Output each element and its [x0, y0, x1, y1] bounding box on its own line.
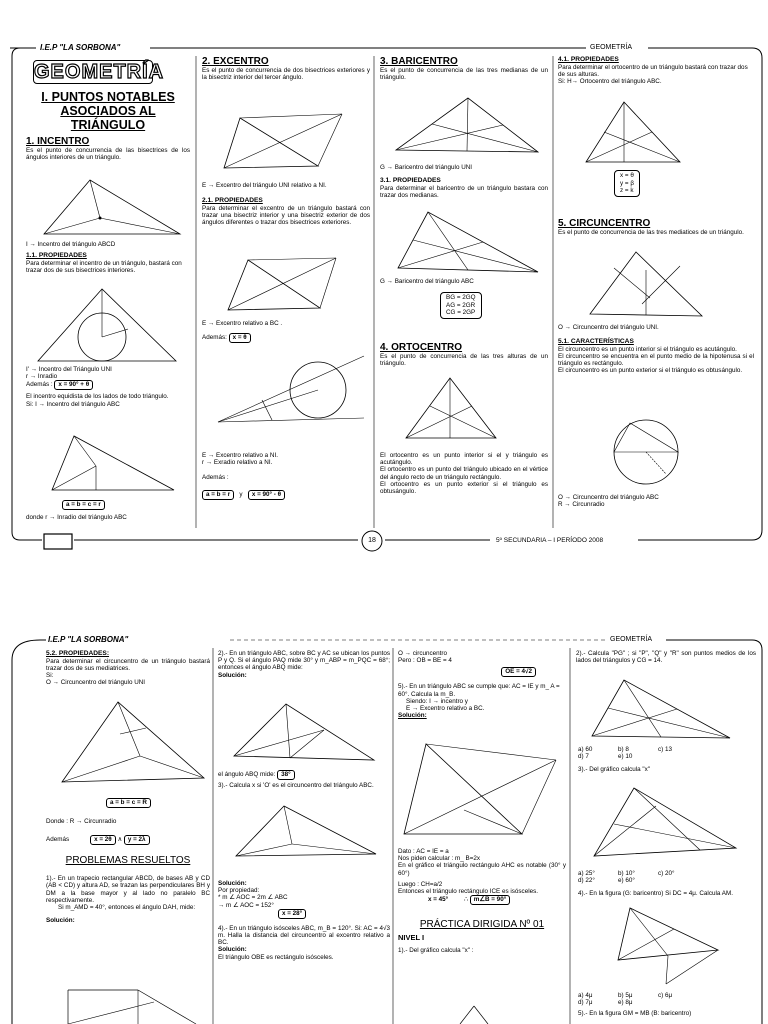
ortocentro-text-2: El ortocentro es un punto del triángulo ubicado en el vértice del ángulo recto de un triángulo rectángulo. — [380, 466, 548, 481]
inradius-figure — [34, 432, 184, 492]
inradio-caption: r → Inradio — [26, 373, 58, 381]
problem-5-figure — [400, 740, 560, 836]
question-2-figure — [584, 676, 734, 742]
q3-option-b[interactable]: b) 10° — [618, 870, 635, 877]
ortocentro-abc-figure — [580, 98, 730, 164]
exradio-ni-caption: r → Exradio relativo a NI. — [202, 459, 273, 467]
data-1: Dato : AC = IE = a — [398, 848, 449, 855]
data-5: Entonces el triángulo rectángulo ICE es isósceles. — [398, 888, 539, 896]
question-2: 2).- Calcula "PG" ; si "P", "Q" y "R" son puntos medios de los lados del triángulos y CG = 14. — [576, 650, 756, 665]
q4-option-a[interactable]: a) 4μ — [578, 992, 593, 999]
baricentro-figure — [390, 94, 540, 156]
problem-1b: Si m_AMD = 40°, entonces el ángulo DAH, mide: — [58, 904, 196, 912]
prop-text-3-1: Para determinar el baricentro de un triángulo bastara con trazar dos medianas. — [380, 184, 548, 199]
incentro-title: 1. INCENTRO — [26, 136, 90, 147]
data-4: Luego : CH=a/2 — [398, 880, 443, 888]
circuncentro-figure — [584, 248, 734, 318]
q3-option-a[interactable]: a) 25° — [578, 870, 595, 877]
prop-text-2-1: Para determinar el excentro de un triángulo bastará con trazar una bisectriz interior y una bisectriz exterior de dos ángulos diferentes o trazar dos bisectrices exteriores. — [202, 204, 370, 227]
q4-option-d[interactable]: d) 7μ — [578, 999, 593, 1007]
question-3-figure — [590, 784, 740, 864]
geometria-title-box — [33, 60, 165, 84]
answer-2-label: el ángulo ABQ mide: — [218, 771, 276, 778]
practica-title: PRÁCTICA DIRIGIDA Nº 01 — [419, 919, 545, 931]
page-2: I.E.P "LA SORBONA" GEOMETRÍA 5.2. PROPIEDADES: Para determinar el circuncentro de un triángulo bastará trazar dos de sus mediatrices. Si: O → Circuncentro del triángulo UNI a = b = c = R Donde : R → Circunradio Además x = 2θ ∧ y = 2λ PROBLEMAS RESUELTOS 1).- En un trapecio rectangular ABCD, de bases AB y CD (AB < CD) y altura AD, se trazan las perpendiculares BH y DM a la base mayor y al lado no paralelo BC respectivamente. Si m_AMD = 40°, entonces el ángulo DAH, mide: Solución: 2).- En un triángulo ABC, sobre BC y AC se ubican los puntos P y Q. Si el ángulo PAQ mide 30° y m_ABP = m_PQC = 68°; entonces el ángulo ABQ mide: Solución: el ángulo ABQ mide: 38° 3).- Calcula x si 'O' es el circuncentro del triángulo ABC. Solución: Por propiedad: * m ∠ AOC = 2m ∠ ABC → m ∠ AOC = 152° x = 28° 4).- En un triángulo isósceles ABC, m_B = 120°. Si: AC = 4√3 m. Halla la distancia del circuncentro al excentro relativo a BC. Solución: El triángulo OBE es rectángulo isósceles. O → circuncentro Pero : OB = BE = 4 OE = 4√2 5).- En un triángulo ABC se cumple que: AC = IE y m_ A = 60°. Calcula la m_B. Siendo: I → incentro y E → Excentro relativo a BC. Solución: Dato : AC = IE = a Nos piden calcular : m_ B=2x En el gráfico el triángulo rectángulo AHC es notable (30° y 60°) Luego : CH=a/2 Entonces el triángulo rectángulo ICE es isósceles. x = 45° ∴ m∠B = 90° PRÁCTICA DIRIGIDA Nº 01 NIVEL I 1).- Del gráfico calcula "x" : 2).- Calcula "PG" ; si "P", "Q" y "R" son puntos medios de los lados del triángulos y CG = 14. a) 60 b) 8 c) 13 d) 7 e) 10 3).- Del gráfico calcula "x" a) 25° b) 10° c) 20° d) 22° e) 60° 4).- En la figura (G: baricentro) Si DC = 4μ. Calcula AM. a) 4μ b) 5μ c) 6μ d) 7μ e) 8μ 5).- En la figura GM = MB (B: baricentro) — [0, 620, 768, 1024]
bg-relation: BG = 2GQ — [446, 294, 476, 301]
prop-title-2-1: 2.1. PROPIEDADES — [202, 197, 263, 205]
question-4-figure — [614, 904, 724, 986]
ademas-label-p2: Además — [46, 836, 70, 844]
question-5: 5).- En la figura GM = MB (B: baricentro) — [578, 1010, 692, 1018]
equidistance-text: El incentro equidista de los lados de todo triángulo. — [26, 393, 169, 401]
prop-title-5-2: 5.2. PROPIEDADES: — [46, 650, 110, 657]
problem-5c: E → Excentro relativo a BC. — [406, 705, 485, 713]
ortocentro-relations-box — [614, 170, 640, 197]
data-3: En el gráfico el triángulo rectángulo AHC es notable (30° y 60°) — [398, 862, 566, 877]
solution-3-line-3: → m ∠ AOC = 152° — [218, 901, 274, 909]
si-circuncentro-uni: O → Circuncentro del triángulo UNI — [46, 679, 146, 687]
solution-1-label: Solución: — [46, 917, 75, 925]
solution-3-line-1: Por propiedad: — [218, 887, 260, 895]
prop-title-4-1: 4.1. PROPIEDADES — [558, 56, 619, 63]
solution-3-line-2: * m ∠ AOC = 2m ∠ ABC — [218, 894, 288, 902]
ortocentro-figure — [392, 374, 542, 444]
q4-option-c[interactable]: c) 6μ — [658, 992, 673, 999]
problem-3: 3).- Calcula x si 'O' es el circuncentro del triángulo ABC. — [218, 782, 374, 789]
ortocentro-text-1: El ortocentro es un punto interior si el y triángulo es acutángulo. — [380, 452, 548, 467]
formula-a-b-r: a = b = r — [202, 490, 234, 500]
prop-text-1-1: Para determinar el incentro de un triángulo, bastará con trazar dos de sus bisectrices interiores. — [26, 259, 182, 274]
question-1: 1).- Del gráfico calcula "x" : — [398, 947, 474, 955]
excentro-bc-caption: E → Excentro relativo a BC . — [202, 320, 283, 327]
circuncentro-uni-figure — [48, 698, 208, 784]
header-school-2: I.E.P "LA SORBONA" — [48, 635, 129, 644]
answer-2-box: 38° — [277, 770, 295, 780]
ortocentro-text-3: El ortocentro es un punto exterior si el triángulo es obtusángulo. — [380, 480, 548, 496]
answer-mb-box: m∠B = 90° — [470, 895, 511, 905]
ortocentro-title: 4. ORTOCENTRO — [380, 342, 463, 353]
formula-a-b-c-R: a = b = c = R — [106, 798, 151, 808]
solution-4-text: El triángulo OBE es rectángulo isósceles. — [218, 953, 334, 961]
donde-text: donde r → Inradio del triángulo ABC — [26, 514, 127, 521]
baricentro-relations-box — [440, 292, 482, 319]
circumcircle-figure — [606, 416, 696, 488]
q2-option-b[interactable]: b) 8 — [618, 746, 629, 753]
circuncentro-abc-caption: O → Circuncentro del triángulo ABC — [558, 494, 659, 501]
prop-title-1-1: 1.1. PROPIEDADES — [26, 252, 87, 260]
problem-5b: Siendo: I → incentro y — [406, 697, 468, 705]
incircle-figure — [32, 285, 182, 363]
baricentro-abc-figure — [388, 208, 538, 274]
q2-option-a[interactable]: a) 60 — [578, 746, 593, 753]
baricentro-caption: G → Baricentro del triángulo UNI — [380, 164, 473, 171]
incentro-caption: I → Incentro del triángulo ABCD — [26, 241, 116, 248]
page-number: 18 — [368, 537, 376, 544]
formula-x-90-minus-theta: x = 90° - θ — [248, 490, 285, 500]
formula-a-b-c-r: a = b = c = r — [62, 500, 105, 510]
data-2: Nos piden calcular : m_ B=2x — [398, 855, 481, 863]
x-45-result: x = 45° — [428, 896, 449, 904]
y-connector: y — [239, 490, 243, 498]
x-theta-relation: x = θ — [620, 172, 634, 179]
page1-col1 — [26, 90, 190, 161]
circuncentro-def: Es el punto de concurrencia de las tres mediatices de un triángulo. — [558, 229, 744, 236]
p4-line-2: Pero : OB = BE = 4 — [398, 657, 452, 665]
problem-2: 2).- En un triángulo ABC, sobre BC y AC se ubican los puntos P y Q. Si el ángulo PAQ mide 30° y m_ABP = m_PQC = 68°; entonces el ángulo ABQ mide: — [218, 650, 390, 672]
solution-4-label: Solución: — [218, 946, 247, 954]
q3-option-c[interactable]: c) 20° — [658, 870, 675, 877]
caracteristicas-title: 5.1. CARACTERÍSTICAS — [558, 338, 634, 346]
formula-x-theta: x = θ — [229, 333, 251, 343]
incentro-figure — [32, 174, 192, 238]
p4-line-1: O → circuncentro — [398, 650, 447, 657]
problem-4: 4).- En un triángulo isósceles ABC, m_B = 120°. Si: AC = 4√3 m. Halla la distancia del circuncentro al excentro relativo a BC. — [218, 924, 390, 947]
q2-option-e[interactable]: e) 10 — [618, 753, 633, 761]
header-subject: GEOMETRÍA — [590, 44, 633, 51]
answer-oe-box: OE = 4√2 — [501, 667, 536, 677]
q2-option-d[interactable]: d) 7 — [578, 753, 589, 761]
problem-1: 1).- En un trapecio rectangular ABCD, de bases AB y CD (AB < CD) y altura AD, se trazan las perpendiculares BH y DM a la base mayor y al lado no paralelo BC respectivamente. — [46, 875, 210, 904]
circuncentro-caption: O → Circuncentro del triángulo UNI. — [558, 324, 659, 331]
prop-text-4-1: Para determinar el ortocentro de un triángulo bastará con trazar dos de sus alturas. — [558, 63, 748, 78]
excentro-def: Es el punto de concurrencia de dos bisectrices exteriores y la bisectriz interior del tercer ángulo. — [202, 67, 370, 82]
q4-option-b[interactable]: b) 5μ — [618, 992, 633, 999]
caracteristicas-text-1: El circuncentro es un punto interior si el triángulo es acutángulo. — [558, 345, 737, 353]
formula-x-2theta: x = 2θ — [90, 835, 116, 845]
excentro-ni-caption: E → Excentro relativo a NI. — [202, 452, 278, 459]
problem-5: 5).- En un triángulo ABC se cumple que: AC = IE y m_ A = 60°. Calcula la m_B. — [398, 683, 560, 698]
circunradio-caption: R → Circunradio — [558, 501, 605, 509]
q3-option-e[interactable]: e) 60° — [618, 877, 635, 885]
incentro-uni-caption: I' → Incentro del Triángulo UNI — [26, 366, 112, 373]
formula-x-90-theta: x = 90° + θ — [54, 380, 93, 390]
solution-3-label: Solución: — [218, 880, 247, 887]
question-3: 3).- Del gráfico calcula "x" — [578, 766, 651, 774]
baricentro-def: Es el punto de concurrencia de las tres medianas de un triángulo. — [380, 67, 548, 82]
q2-option-c[interactable]: c) 13 — [658, 746, 672, 753]
formula-y-2lambda: y = 2λ — [124, 835, 150, 845]
prop-title-3-1: 3.1. PROPIEDADES — [380, 177, 441, 185]
footer-course: 5º SECUNDARIA – I PERÍODO 2008 — [496, 537, 604, 544]
question-2-options — [578, 746, 754, 774]
and-symbol: ∧ — [117, 836, 123, 844]
ortocentro-def: Es el punto de concurrencia de las tres alturas de un triángulo. — [380, 353, 548, 368]
baricentro-abc-caption: G → Baricentro del triángulo ABC — [380, 278, 474, 285]
excentro-bc-figure — [212, 254, 362, 314]
si-label: Si: — [46, 672, 54, 679]
si-ortocentro-abc: Si: H→ Ortocentro del triángulo ABC. — [558, 78, 662, 85]
excentro-caption: E → Excentro del triángulo UNI relativo a NI. — [202, 182, 327, 189]
section-title: I. PUNTOS NOTABLES ASOCIADOS AL TRIÁNGULO — [41, 90, 175, 132]
geometria-title: GEOMETRÍA — [34, 61, 165, 83]
baricentro-title: 3. BARICENTRO — [380, 56, 458, 67]
cg-relation: CG = 2GP — [446, 309, 476, 317]
ademas-label-2: Además: — [202, 334, 227, 342]
nivel-label: NIVEL I — [398, 933, 425, 943]
incentro-def: Es el punto de concurrencia de las bisectrices de los ángulos interiores de un triángulo. — [26, 147, 190, 162]
ademas-label-1: Además : — [26, 381, 53, 389]
header-school: I.E.P "LA SORBONA" — [40, 43, 121, 52]
solution-5-label: Solución: — [398, 712, 427, 720]
caracteristicas-text-3: El circuncentro es un punto exterior si el triángulo es obtusángulo. — [558, 367, 743, 375]
prop-text-5-2: Para determinar el circuncentro de un triángulo bastará trazar dos de sus mediatrices. — [46, 657, 210, 672]
problem-3-figure — [232, 802, 382, 858]
caracteristicas-text-2: El circuncentro se encuentra en el punto medio de la hipotenusa si el triángulo es rectángulo. — [558, 353, 754, 368]
problemas-resueltos-title: PROBLEMAS RESUELTOS — [65, 855, 191, 867]
si-incentro-abc: Si: I → Incentro del triángulo ABC — [26, 400, 120, 408]
excentro-figure — [214, 110, 364, 172]
question-4: 4).- En la figura (G: baricentro) Si DC = 4μ. Calcula AM. — [578, 890, 733, 898]
ag-relation: AG = 2GR — [446, 301, 476, 309]
answer-3-box: x = 28° — [278, 909, 306, 919]
q3-option-d[interactable]: d) 22° — [578, 877, 595, 885]
z-k-relation: z = k — [620, 187, 634, 195]
trapecio-figure — [56, 990, 206, 1024]
circuncentro-title: 5. CIRCUNCENTRO — [558, 218, 651, 229]
problem-2-figure — [230, 700, 380, 760]
excentro-title: 2. EXCENTRO — [202, 56, 269, 67]
ademas-label-3: Además : — [202, 474, 229, 482]
donde-circunradio: Donde : R → Circunradio — [46, 818, 117, 825]
y-beta-relation: y = β — [620, 179, 634, 187]
exradius-figure — [214, 350, 364, 430]
header-subject-2: GEOMETRÍA — [610, 636, 653, 643]
solution-2-label: Solución: — [218, 671, 247, 679]
q4-option-e[interactable]: e) 8μ — [618, 999, 633, 1007]
question-1-figure — [456, 1004, 496, 1024]
